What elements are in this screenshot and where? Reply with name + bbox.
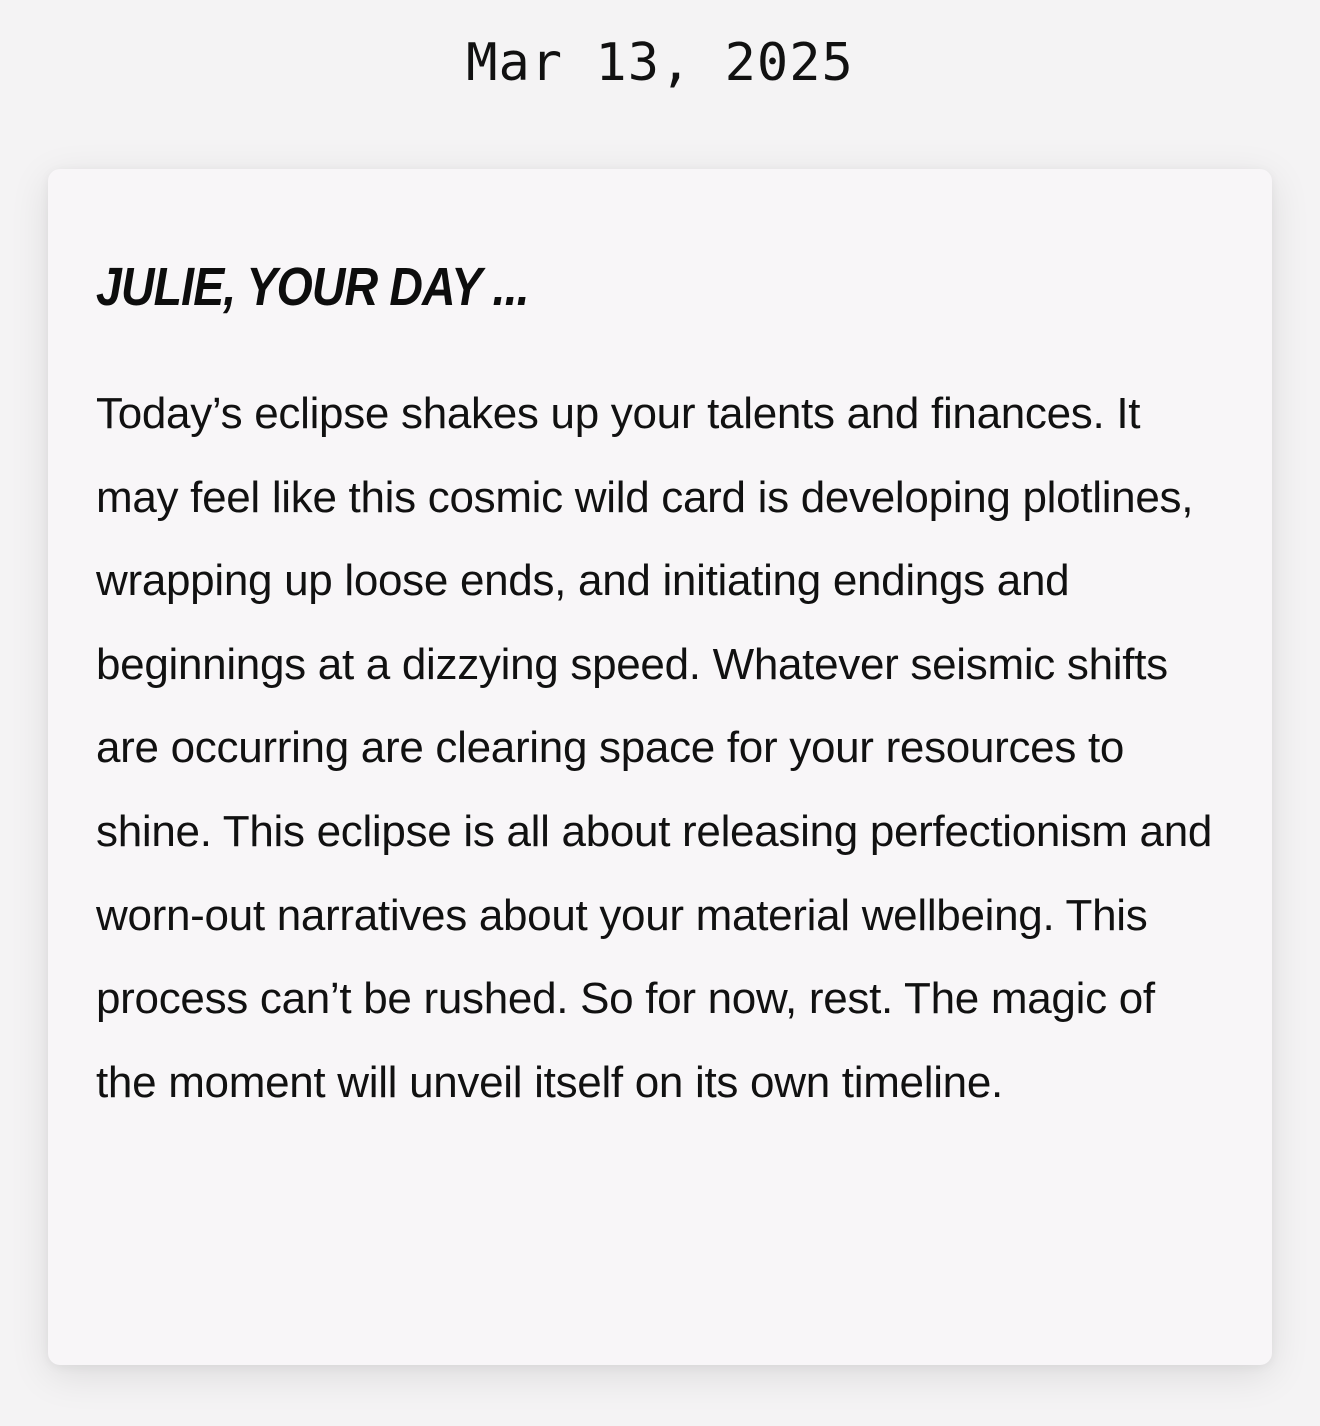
- horoscope-card: [48, 169, 1272, 1365]
- horoscope-text: Today’s eclipse shakes up your talents and finances. It may feel like this cosmic wild card is developing plotlines, wrapping up loose ends, and initiating endings and beginnings at a dizzying speed. Whatever seismic shifts are occurring are clearing space for your resources to shine. This eclipse is all about releasing perfectionism and worn-out narratives about your material wellbeing. This process can’t be rushed. So for now, rest. The magic of the moment will unveil itself on its own timeline.: [96, 389, 1213, 1107]
- date-heading: Mar 13, 2025: [466, 33, 854, 93]
- card-title: JULIE, YOUR DAY ...: [96, 257, 529, 317]
